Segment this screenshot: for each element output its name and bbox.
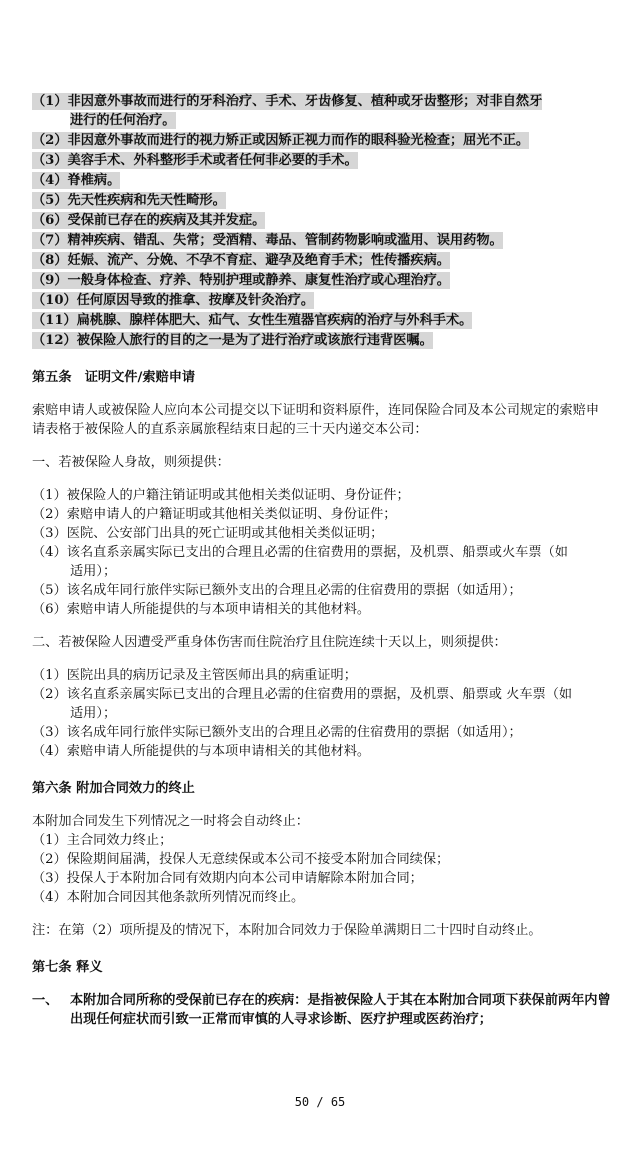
list-item: （3）医院、公安部门出具的死亡证明或其他相关类似证明；	[32, 526, 384, 541]
list-item: （3）投保人于本附加合同有效期内向本公司申请解除本附加合同；	[32, 871, 423, 886]
definition-number: 一、	[32, 993, 59, 1008]
document-body	[32, 92, 612, 1029]
injury-claims-heading: 二、若被保险人因遭受严重身体伤害而住院治疗且住院连续十天以上，则须提供：	[32, 635, 507, 650]
termination-note: 注：在第（2）项所提及的情况下，本附加合同效力于保险单满期日二十四时自动终止。	[32, 923, 542, 938]
list-item: （1）主合同效力终止；	[32, 833, 173, 848]
exclusion-list	[32, 92, 612, 350]
page-number: 50 / 65	[294, 1095, 346, 1109]
exclusion-item: （10）任何原因导致的推拿、按摩及针灸治疗。	[32, 293, 315, 308]
exclusion-item: （7）精神疾病、错乱、失常；受酒精、毒品、管制药物影响或滥用、误用药物。	[32, 233, 503, 248]
list-item: （1）医院出具的病历记录及主管医师出具的病重证明；	[32, 668, 357, 683]
list-item: （2）保险期间届满，投保人无意续保或本公司不接受本附加合同续保；	[32, 852, 450, 867]
article-5-title: 第五条 证明文件/索赔申请	[32, 370, 196, 385]
list-item-continuation: 适用）；	[70, 706, 117, 721]
exclusion-item: （2）非因意外事故而进行的视力矫正或因矫正视力而作的眼科验光检查；屈光不正。	[32, 133, 530, 148]
exclusion-item-continuation: 进行的任何治疗。	[70, 113, 176, 128]
list-item: （3）该名成年同行旅伴实际已额外支出的合理且必需的住宿费用的票据（如适用）；	[32, 725, 522, 740]
injury-claims-list	[32, 666, 612, 761]
exclusion-item: （1）非因意外事故而进行的牙科治疗、手术、牙齿修复、植种或牙齿整形；对非自然牙 进行的任何治疗。	[32, 94, 543, 128]
death-claims-heading: 一、若被保险人身故，则须提供：	[32, 455, 230, 470]
list-item: （5）该名成年同行旅伴实际已额外支出的合理且必需的住宿费用的票据（如适用）；	[32, 583, 522, 598]
list-item: （2）索赔申请人的户籍证明或其他相关类似证明、身份证件；	[32, 507, 397, 522]
article-6-intro: 本附加合同发生下列情况之一时将会自动终止：	[32, 814, 309, 829]
list-item: （2）该名直系亲属实际已支出的合理且必需的住宿费用的票据，及机票、船票或 火车票（如 适用）；	[32, 685, 612, 723]
exclusion-item: （4）脊椎病。	[32, 173, 121, 188]
exclusion-item: （3）美容手术、外科整形手术或者任何非必要的手术。	[32, 153, 358, 168]
death-claims-list	[32, 486, 612, 619]
article-6-title: 第六条 附加合同效力的终止	[32, 781, 195, 796]
definition-item	[32, 991, 612, 1029]
list-item: （1）被保险人的户籍注销证明或其他相关类似证明、身份证件；	[32, 488, 410, 503]
definition-text: 本附加合同所称的受保前已存在的疾病：是指被保险人于其在本附加合同项下获保前两年内曾出现任何症状而引致一正常而审慎的人寻求诊断、医疗护理或医药治疗；	[70, 993, 611, 1027]
exclusion-item: （12）被保险人旅行的目的之一是为了进行治疗或该旅行违背医嘱。	[32, 333, 433, 348]
list-item: （6）索赔申请人所能提供的与本项申请相关的其他材料。	[32, 602, 371, 617]
exclusion-item: （11）扁桃腺、腺样体肥大、疝气、女性生殖器官疾病的治疗与外科手术。	[32, 313, 473, 328]
article-5-intro: 索赔申请人或被保险人应向本公司提交以下证明和资料原件，连同保险合同及本公司规定的索赔申请表格于被保险人的直系亲属旅程结束日起的三十天内递交本公司：	[32, 403, 600, 437]
list-item: （4）本附加合同因其他条款所列情况而终止。	[32, 890, 305, 905]
article-7-title: 第七条 释义	[32, 960, 103, 975]
list-item-continuation: 适用）；	[70, 564, 117, 579]
termination-list	[32, 831, 612, 907]
list-item: （4）该名直系亲属实际已支出的合理且必需的住宿费用的票据，及机票、船票或火车票（如 适用）；	[32, 543, 612, 581]
list-item: （4）索赔申请人所能提供的与本项申请相关的其他材料。	[32, 744, 371, 759]
exclusion-item: （6）受保前已存在的疾病及其并发症。	[32, 213, 266, 228]
exclusion-item: （5）先天性疾病和先天性畸形。	[32, 193, 226, 208]
exclusion-item: （8）妊娠、流产、分娩、不孕不育症、避孕及绝育手术；性传播疾病。	[32, 253, 450, 268]
exclusion-item: （9）一般身体检查、疗养、特别护理或静养、康复性治疗或心理治疗。	[32, 273, 450, 288]
